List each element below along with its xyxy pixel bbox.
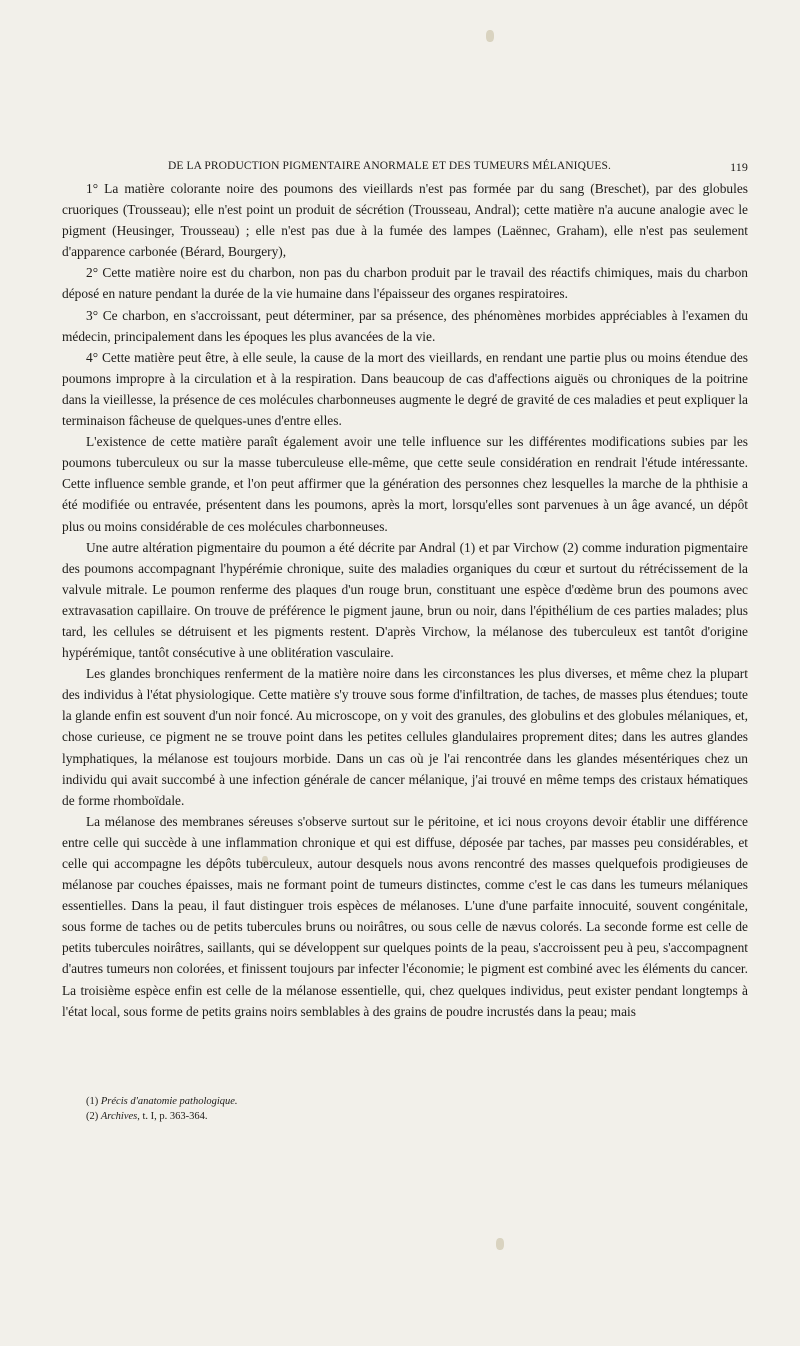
paragraph: 3° Ce charbon, en s'accroissant, peut déterminer, par sa présence, des phénomènes morbides appréciables à l'examen du médecin, principalement dans les époques les plus avancées de la vie. — [62, 307, 748, 344]
footnote — [86, 1109, 686, 1124]
footnote-marker: (1) — [86, 1096, 99, 1107]
page-number: 119 — [730, 160, 748, 174]
footnotes — [86, 1094, 686, 1124]
paragraph: L'existence de cette matière paraît également avoir une telle influence sur les différentes modifications subies par les poumons tuberculeux ou sur la masse tuberculeuse elle-même, que cette seule considération en rendrait l'étude intéressante. Cette influence semble grande, et l'on peut affirmer que la génération des personnes chez lesquelles la marche de la phthisie a été modifiée ou entravée, présentent dans les poumons, après la mort, lorsqu'elles sont parvenues à un âge avancé, un dépôt plus ou moins considérable de ces molécules charbonneuses. — [62, 434, 748, 534]
footnote-title: Précis d'anatomie pathologique. — [100, 1096, 238, 1107]
running-title: DE LA PRODUCTION PIGMENTAIRE ANORMALE ET DES TUMEURS MÉLANIQUES. — [168, 160, 612, 172]
paper-stain — [496, 1238, 504, 1250]
footnote-title: Archives — [100, 1111, 138, 1122]
footnote-reference: , t. I, p. 363-364. — [137, 1111, 208, 1122]
paragraph: 1° La matière colorante noire des poumons des vieillards n'est pas formée par du sang (Breschet), par des globules cruoriques (Trousseau); elle n'est point un produit de sécrétion (Trousseau, Andral); cette matière n'a aucune analogie avec le pigment (Heusinger, Trousseau) ; elle n'est pas due à la fumée des lampes (Laënnec, Graham), elle n'est pas seulement d'apparence carbonée (Bérard, Bourgery), — [62, 181, 748, 260]
footnote-marker: (2) — [86, 1111, 99, 1122]
paragraph: 4° Cette matière peut être, à elle seule, la cause de la mort des vieillards, en rendant une partie plus ou moins étendue des poumons impropre à la circulation et à la respiration. Dans beaucoup de cas d'affections aiguës ou chroniques de la poitrine dans la vieillesse, la présence de ces molécules charbonneuses augmente le degré de gravité de ces maladies et peut expliquer la terminaison fâcheuse de quelques-unes d'entre elles. — [62, 349, 748, 429]
body-text — [62, 178, 748, 1022]
footnote — [86, 1094, 686, 1109]
paragraph: Les glandes bronchiques renferment de la matière noire dans les circonstances les plus diverses, et même chez la plupart des individus à l'état physiologique. Cette matière s'y trouve sous forme d'infiltration, de taches, de masses plus étendues; toute la glande enfin est souvent d'un noir foncé. Au microscope, on y voit des granules, des globulins et des globules mélaniques, et, chose curieuse, ce pigment ne se trouve point dans les petites cellules glandulaires proprement dites; dans les autres glandes lymphatiques, la mélanose est toujours morbide. Dans un cas où je l'ai rencontrée dans les glandes mésentériques chez un individu qui avait succombé à une infection générale de cancer mélanique, j'ai trouvé en même temps des cristaux hématiques de forme rhomboïdale. — [62, 666, 748, 808]
running-header — [168, 160, 748, 178]
paragraph: 2° Cette matière noire est du charbon, non pas du charbon produit par le travail des réactifs chimiques, mais du charbon déposé en nature pendant la durée de la vie humaine dans l'épaisseur des organes respiratoires. — [62, 265, 748, 302]
paragraph: La mélanose des membranes séreuses s'observe surtout sur le péritoine, et ici nous croyons devoir établir une différence entre celle qui succède à une inflammation chronique et qui est diffuse, déposée par taches, par masses peu considérables, et celle qui accompagne les dépôts tuberculeux, autour desquels nous avons rencontré des masses quelquefois prodigieuses de mélanose par couches épaisses, mais ne formant point de tumeurs distinctes, comme c'est le cas dans les tumeurs mélaniques essentielles. Dans la peau, il faut distinguer trois espèces de mélanoses. L'une d'une parfaite innocuité, souvent congénitale, sous forme de taches ou de petits tubercules bruns ou noirâtres, ou sous celle de nævus colorés. La seconde forme est celle de petits tubercules noirâtres, saillants, qui se développent sur quelques points de la peau, s'accroissent peu à peu, s'accompagnent d'autres tumeurs non colorées, et finissent toujours par infecter l'économie; le pigment est combiné avec les éléments du cancer. La troisième espèce enfin est celle de la mélanose essentielle, qui, chez quelques individus, peut exister pendant longtemps à l'état local, sous forme de petits grains noirs semblables à des grains de poudre incrustés dans la peau; mais — [62, 813, 748, 1019]
paper-stain — [486, 30, 494, 42]
paragraph: Une autre altération pigmentaire du poumon a été décrite par Andral (1) et par Virchow (2) comme induration pigmentaire des poumons accompagnant l'hypérémie chronique, suite des maladies organiques du cœur et surtout du rétrécissement de la valvule mitrale. Le poumon renferme des plaques d'un rouge brun, constituant une espèce d'œdème brun des poumons avec extravasation capillaire. On trouve de préférence le pigment jaune, brun ou noir, dans l'épithélium de ces parties malades; plus tard, les cellules se détruisent et les pigments restent. D'après Virchow, la mélanose des tuberculeux est tantôt d'origine hypérémique, tantôt consécutive à une oblitération vasculaire. — [62, 539, 748, 661]
